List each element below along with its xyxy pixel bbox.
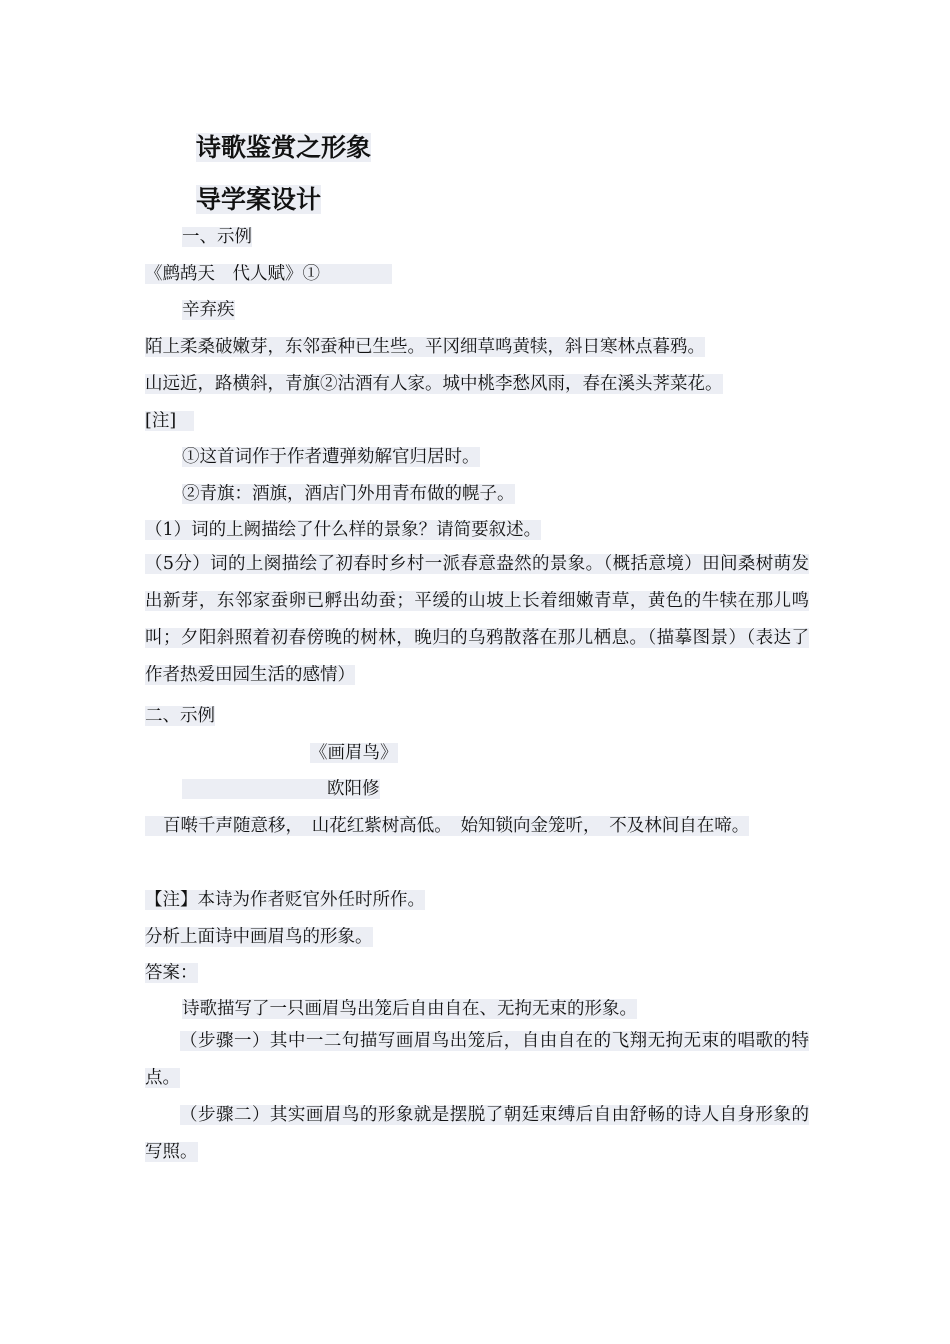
- poem-1-author: 辛弃疾: [182, 300, 235, 320]
- title-line-2: 导学案设计: [196, 185, 322, 214]
- note-2: ②青旗：酒旗，酒店门外用青布做的幌子。: [182, 484, 515, 504]
- section-2-heading: 二、示例: [145, 706, 215, 726]
- poem-1-title: 《鹧鸪天 代人赋》①: [145, 261, 392, 287]
- poem-1-verse-1: 陌上柔桑破嫩芽，东邻蚕种已生些。平冈细草鸣黄犊，斜日寒林点暮鸦。: [145, 337, 705, 357]
- answer-2-step-2: （步骤二）其实画眉鸟的形象就是摆脱了朝廷束缚后自由舒畅的诗人自身形象的写照。: [145, 1105, 809, 1162]
- answer-2-step-1: （步骤一）其中一二句描写画眉鸟出笼后，自由自在的飞翔无拘无束的唱歌的特点。: [145, 1031, 809, 1088]
- poem-2-author: 欧阳修: [182, 776, 380, 802]
- answer-2-line-1: 诗歌描写了一只画眉鸟出笼后自由自在、无拘无束的形象。: [182, 999, 637, 1019]
- poem-2-title: 《画眉鸟》: [310, 743, 398, 763]
- poem-2-verse: 百啭千声随意移， 山花红紫树高低。 始知锁向金笼听， 不及林间自在啼。: [145, 813, 749, 839]
- answer-1-paragraph: （5分）词的上阕描绘了初春时乡村一派春意盎然的景象。（概括意境）田间桑树萌发出新芽，东邻家蚕卵已孵出幼蚕；平缓的山坡上长着细嫩青草，黄色的牛犊在那儿鸣叫；夕阳斜照着初春傍晚的树林，晚归的乌鸦散落在那儿栖息。（描摹图景）（表达了作者热爱田园生活的感情）: [145, 554, 809, 685]
- question-1: （1）词的上阙描绘了什么样的景象？请简要叙述。: [145, 520, 542, 540]
- answer-label: 答案：: [145, 963, 198, 983]
- poem-1-verse-2: 山远近，路横斜，青旗②沽酒有人家。城中桃李愁风雨，春在溪头荠菜花。: [145, 374, 723, 394]
- title-line-1: 诗歌鉴赏之形象: [196, 133, 372, 162]
- poem-2-note: 【注】本诗为作者贬官外任时所作。: [145, 890, 425, 910]
- question-2: 分析上面诗中画眉鸟的形象。: [145, 927, 373, 947]
- note-label: [注]: [145, 408, 194, 434]
- note-1: ①这首词作于作者遭弹劾解官归居时。: [182, 447, 480, 467]
- section-1-heading: 一、示例: [182, 227, 252, 247]
